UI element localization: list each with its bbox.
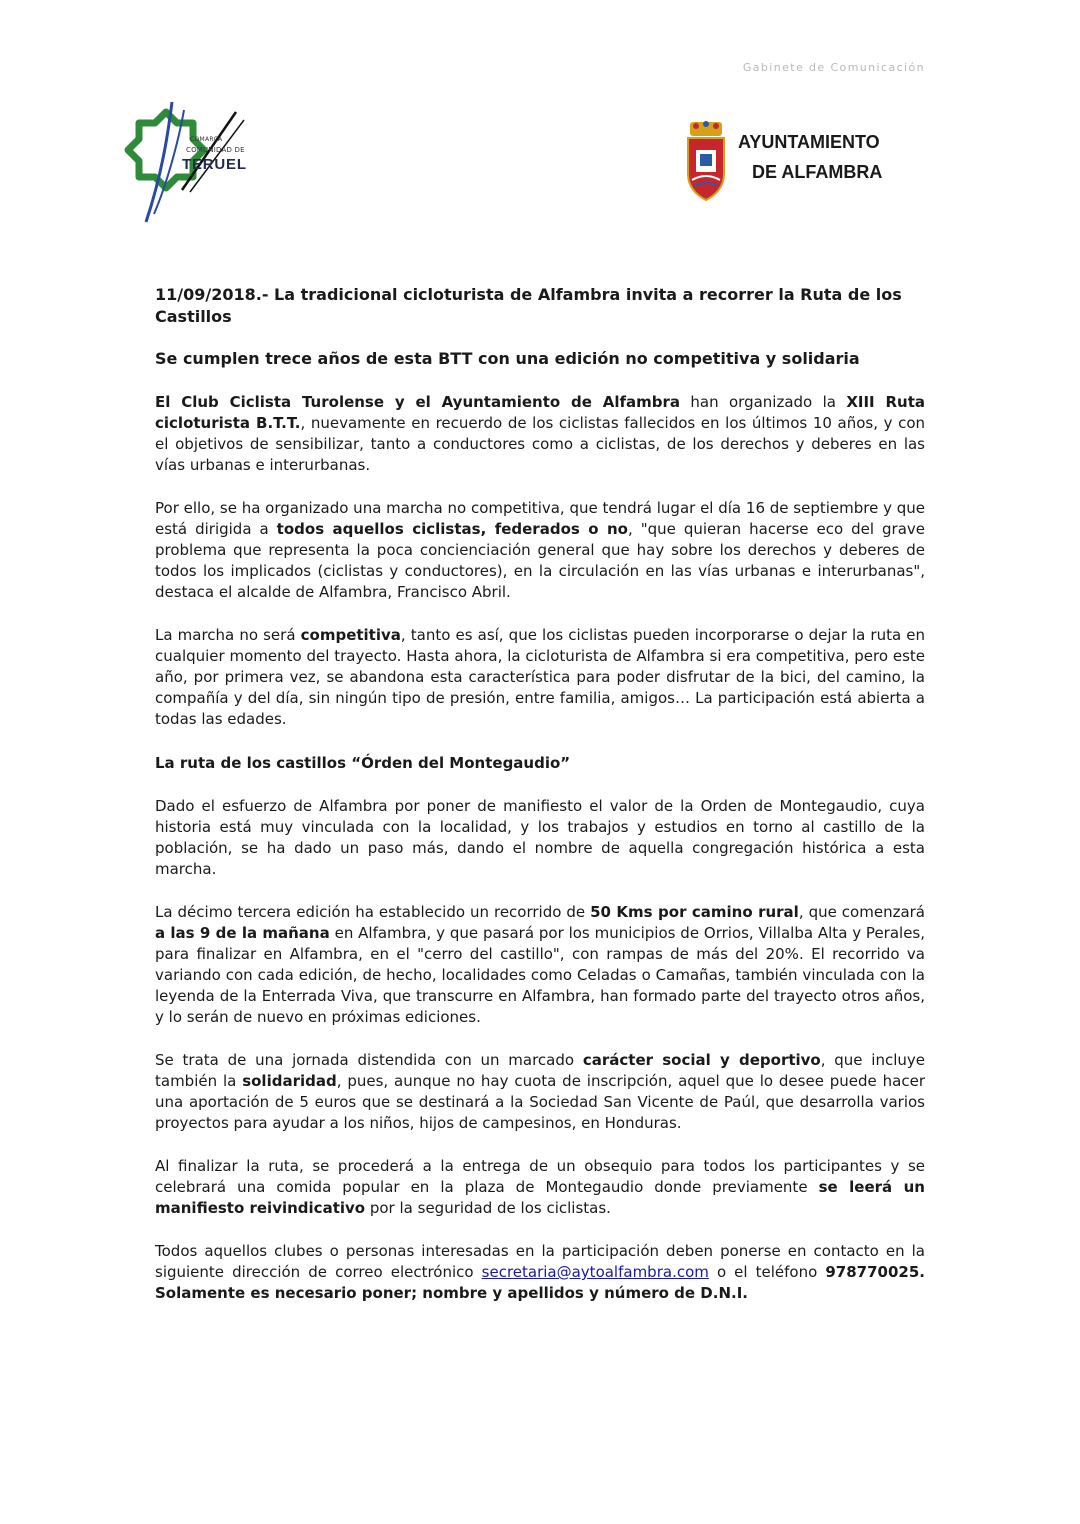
paragraph-2 xyxy=(155,498,925,603)
comarca-logo-line3: TERUEL xyxy=(182,156,247,173)
coat-of-arms-icon xyxy=(682,118,730,204)
ayto-logo-line2: DE ALFAMBRA xyxy=(752,162,883,182)
p2-text-1: Por ello, se ha organizado una marcha no competitiva, que tendrá lugar el día 16 de septiembre y que está dirigida a xyxy=(155,499,925,538)
paragraph-7 xyxy=(155,1156,925,1219)
paragraph-4: Dado el esfuerzo de Alfambra por poner de manifiesto el valor de la Orden de Montegaudio, cuya historia está muy vinculada con la localidad, y los trabajos y estudios en torno al castillo de la población, se ha dado un paso más, dando el nombre de aquella congregación histórica a esta marcha. xyxy=(155,797,925,878)
paragraph-3 xyxy=(155,625,925,730)
p6-text-1: Se trata de una jornada distendida con un marcado xyxy=(155,1051,583,1069)
p5-text-1: La décimo tercera edición ha establecido un recorrido de xyxy=(155,903,591,921)
p1-text-2: , nuevamente en recuerdo de los ciclistas fallecidos en los últimos 10 años, y con el objetivos de sensibilizar, tanto a conductores como a ciclistas, de los derechos y deberes en las vías urbanas e interurbanas. xyxy=(155,414,926,474)
paragraph-5 xyxy=(155,902,925,1028)
p6-bold-1: carácter social y deportivo xyxy=(582,1051,821,1069)
p8-text-1: Todos aquellos clubes o personas interesadas en la participación deben ponerse en contacto en la siguiente dirección de correo electrónico xyxy=(155,1242,925,1281)
p3-text-1: La marcha no será xyxy=(155,626,301,644)
p5-bold-2: a las 9 de la mañana xyxy=(155,924,330,942)
p7-bold-1: se leerá un manifiesto reivindicativo xyxy=(155,1178,925,1217)
paragraph-6 xyxy=(155,1050,925,1134)
p3-bold-1: competitiva xyxy=(300,626,401,644)
headline: 11/09/2018.- La tradicional cicloturista de Alfambra invita a recorrer la Ruta de los Castillos xyxy=(155,285,902,326)
p1-bold-1: El Club Ciclista Turolense y el Ayuntamiento de Alfambra xyxy=(155,393,681,411)
p7-text-1: Al finalizar la ruta, se procederá a la entrega de un obsequio para todos los participantes y se celebrará una comida popular en la plaza de Montegaudio donde previamente xyxy=(155,1157,925,1196)
p6-text-2: , que incluye también la xyxy=(155,1051,925,1090)
paragraph-1 xyxy=(155,392,925,476)
ayto-logo-line1: AYUNTAMIENTO xyxy=(738,132,880,152)
p2-text-2: , "que quieran hacerse eco del grave problema que representa la poca concienciación general que hay sobre los derechos y deberes de todos los implicados (ciclistas y conductores), en la circulación en las vías urbanas e interurbanas", destaca el alcalde de Alfambra, Francisco Abril. xyxy=(155,520,925,601)
comarca-logo-line1: COMARCA xyxy=(190,136,223,143)
p7-text-2: por la seguridad de los ciclistas. xyxy=(365,1199,611,1217)
p1-bold-2: XIII Ruta cicloturista B.T.T. xyxy=(155,393,925,432)
p6-bold-2: solidaridad xyxy=(242,1072,337,1090)
p1-text-1: han organizado la xyxy=(680,393,847,411)
comarca-teruel-logo xyxy=(124,94,268,226)
p5-text-3: en Alfambra, y que pasará por los municipios de Orrios, Villalba Alta y Perales, para finalizar en Alfambra, en el "cerro del castillo", con rampas de más del 20%. El recorrido va variando con cada edición, de hecho, localidades como Celadas o Camañas, también vinculada con la leyenda de la Enterrada Viva, que transcurre en Alfambra, han formado parte del trayecto otros años, y lo serán de nuevo en próximas ediciones. xyxy=(155,924,926,1026)
p5-bold-1: 50 Kms por camino rural xyxy=(590,903,799,921)
subheadline: Se cumplen trece años de esta BTT con una edición no competitiva y solidaria xyxy=(155,349,860,368)
email-link[interactable]: secretaria@aytoalfambra.com xyxy=(481,1263,709,1281)
press-release-body xyxy=(155,284,925,1304)
section-heading: La ruta de los castillos “Órden del Montegaudio” xyxy=(155,754,571,772)
p8-bold-1: 978770025. Solamente es necesario poner; nombre y apellidos y número de D.N.I. xyxy=(155,1263,926,1302)
p6-text-3: , pues, aunque no hay cuota de inscripción, aquel que lo desee puede hacer una aportación de 5 euros que se destinará a la Sociedad San Vicente de Paúl, que desarrolla varios proyectos para ayudar a los niños, hijos de campesinos, en Honduras. xyxy=(155,1072,925,1132)
p8-text-2: o el teléfono xyxy=(708,1263,826,1281)
p2-bold-1: todos aquellos ciclistas, federados o no xyxy=(276,520,628,538)
comarca-logo-line2: COMUNIDAD DE xyxy=(186,146,245,154)
paragraph-8 xyxy=(155,1241,925,1304)
ayuntamiento-alfambra-logo xyxy=(682,118,920,204)
header-department-label: Gabinete de Comunicación xyxy=(742,61,925,74)
p3-text-2: , tanto es así, que los ciclistas pueden incorporarse o dejar la ruta en cualquier momento del trayecto. Hasta ahora, la cicloturista de Alfambra si era competitiva, pero este año, por primera vez, se abandona esta característica para poder disfrutar de la bici, del camino, la compañía y del día, sin ningún tipo de presión, entre familia, amigos… La participación está abierta a todas las edades. xyxy=(155,626,926,728)
p5-text-2: , que comenzará xyxy=(798,903,925,921)
